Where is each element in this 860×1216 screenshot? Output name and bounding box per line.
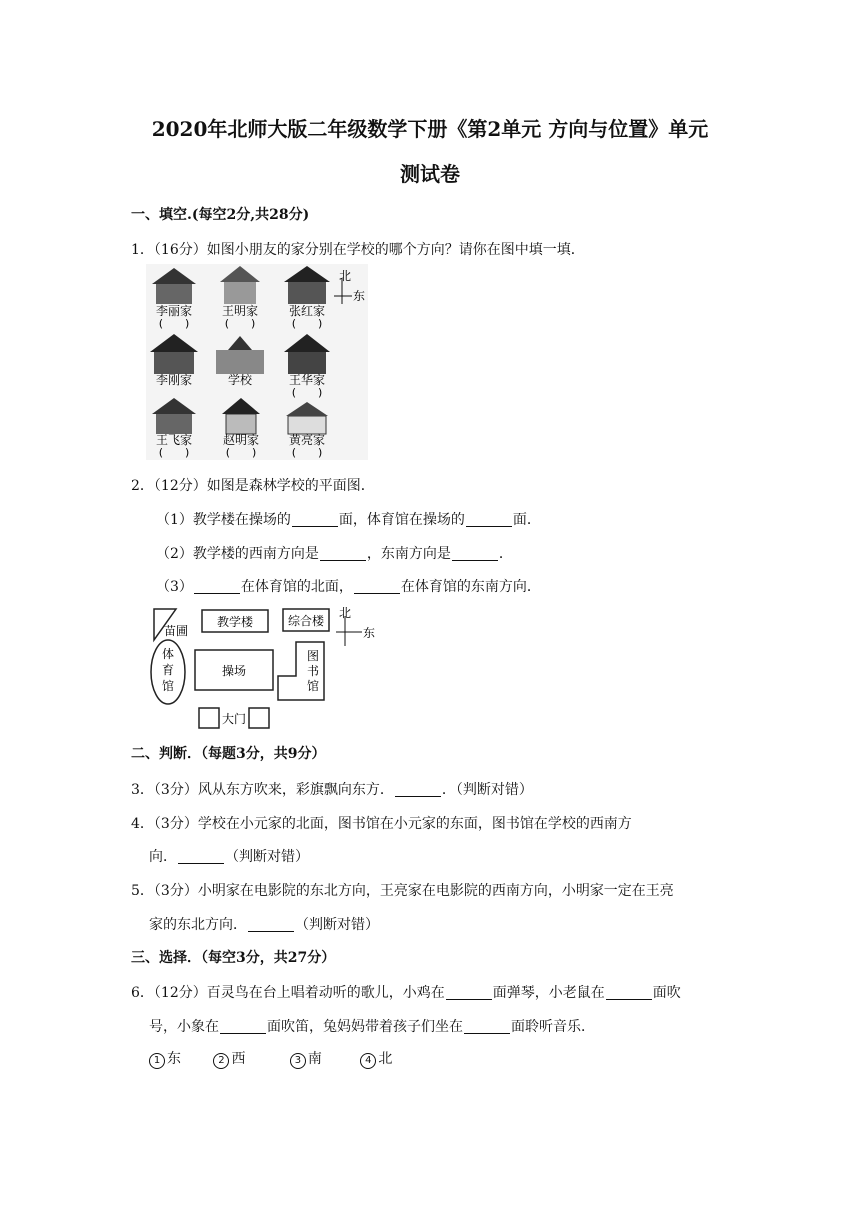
houses-figure — [146, 264, 368, 460]
answer-paren: ( ) — [291, 446, 323, 459]
question-6-options — [149, 1048, 420, 1069]
answer-paren: ( ) — [158, 446, 190, 459]
answer-paren: ( ) — [291, 386, 323, 399]
question-2-sub3: （3） 在体育馆的北面， 在体育馆的东南方向． — [156, 579, 541, 595]
east-label: 东 — [353, 289, 366, 303]
answer-blank[interactable] — [606, 985, 652, 1000]
circled-number: 1 — [149, 1053, 165, 1069]
teaching-building-label: 教学楼 — [216, 615, 254, 629]
answer-blank[interactable] — [395, 782, 441, 797]
answer-paren: ( ) — [291, 317, 323, 330]
north-label: 北 — [339, 606, 352, 620]
answer-blank[interactable] — [248, 917, 294, 932]
answer-blank[interactable] — [452, 546, 498, 561]
house-label: 张红家 — [288, 304, 326, 318]
answer-paren: ( ) — [224, 317, 256, 330]
answer-blank[interactable] — [320, 546, 366, 561]
question-2-sub1: （1）教学楼在操场的 面，体育馆在操场的 面． — [156, 512, 541, 528]
gym-label: 体 — [161, 647, 175, 661]
house-label: 王飞家 — [155, 433, 193, 447]
house-label: 李丽家 — [155, 304, 193, 318]
nursery-label: 苗圃 — [164, 624, 189, 638]
question-5-line2: 家的东北方向． （判断对错） — [149, 917, 379, 933]
circled-number: 2 — [213, 1053, 229, 1069]
question-2-text: 2．（12分）如图是森林学校的平面图． — [131, 478, 375, 494]
house-label: 王华家 — [288, 373, 326, 387]
circled-number: 4 — [360, 1053, 376, 1069]
question-2-sub2: （2）教学楼的西南方向是 ，东南方向是 ． — [156, 546, 513, 562]
section-1-heading: 一、填空.(每空2分,共28分) — [131, 207, 310, 223]
option-2[interactable]: 2 西 — [213, 1048, 245, 1069]
library-label: 图 — [306, 649, 320, 663]
school-map-figure — [146, 606, 376, 734]
gym-label: 育 — [161, 663, 175, 677]
house-label: 赵明家 — [222, 433, 260, 447]
answer-paren: ( ) — [158, 317, 190, 330]
house-label: 王明家 — [221, 304, 259, 318]
house-label: 黄亮家 — [288, 433, 326, 447]
question-6-line1: 6．（12分）百灵鸟在台上唱着动听的歌儿，小鸡在 面弹琴，小老鼠在 面吹 — [131, 985, 681, 1001]
page-title-line2: 测试卷 — [400, 162, 460, 186]
answer-blank[interactable] — [354, 579, 400, 594]
school-label: 学校 — [227, 373, 253, 387]
complex-building-label: 综合楼 — [287, 614, 325, 628]
answer-blank[interactable] — [446, 985, 492, 1000]
gate-pillar — [199, 708, 219, 728]
answer-blank[interactable] — [194, 579, 240, 594]
playground-label: 操场 — [221, 664, 247, 678]
option-1[interactable]: 1 东 — [149, 1048, 181, 1069]
option-4[interactable]: 4 北 — [360, 1048, 392, 1069]
library-label: 书 — [306, 664, 320, 678]
option-3[interactable]: 3 南 — [290, 1048, 322, 1069]
east-label: 东 — [363, 626, 376, 640]
gate-label: 大门 — [221, 712, 247, 726]
answer-paren: ( ) — [225, 446, 257, 459]
north-label: 北 — [339, 269, 352, 283]
answer-blank[interactable] — [178, 849, 224, 864]
gym-label: 馆 — [161, 679, 175, 693]
answer-blank[interactable] — [464, 1019, 510, 1034]
house-label: 李刚家 — [155, 373, 193, 387]
compass-icon — [336, 616, 362, 646]
question-1-text: 1．（16分）如图小朋友的家分别在学校的哪个方向？请你在图中填一填． — [131, 242, 585, 258]
question-6-line2: 号，小象在 面吹笛，兔妈妈带着孩子们坐在 面聆听音乐． — [149, 1019, 595, 1035]
circled-number: 3 — [290, 1053, 306, 1069]
question-4-line1: 4．（3分）学校在小元家的北面，图书馆在小元家的东面，图书馆在学校的西南方 — [131, 816, 632, 832]
gate-pillar — [249, 708, 269, 728]
question-5-line1: 5．（3分）小明家在电影院的东北方向，王亮家在电影院的西南方向，小明家一定在王亮 — [131, 883, 674, 899]
section-2-heading: 二、判断．（每题3分，共9分） — [131, 746, 326, 762]
answer-blank[interactable] — [466, 512, 512, 527]
answer-blank[interactable] — [292, 512, 338, 527]
page-title-line1: 2020年北师大版二年级数学下册《第2单元 方向与位置》单元 — [151, 117, 709, 141]
library-label: 馆 — [306, 679, 320, 693]
question-3-text: 3．（3分）风从东方吹来，彩旗飘向东方． ．（判断对错） — [131, 782, 533, 798]
answer-blank[interactable] — [220, 1019, 266, 1034]
section-3-heading: 三、选择．（每空3分，共27分） — [131, 950, 336, 966]
question-4-line2: 向． （判断对错） — [149, 849, 309, 865]
